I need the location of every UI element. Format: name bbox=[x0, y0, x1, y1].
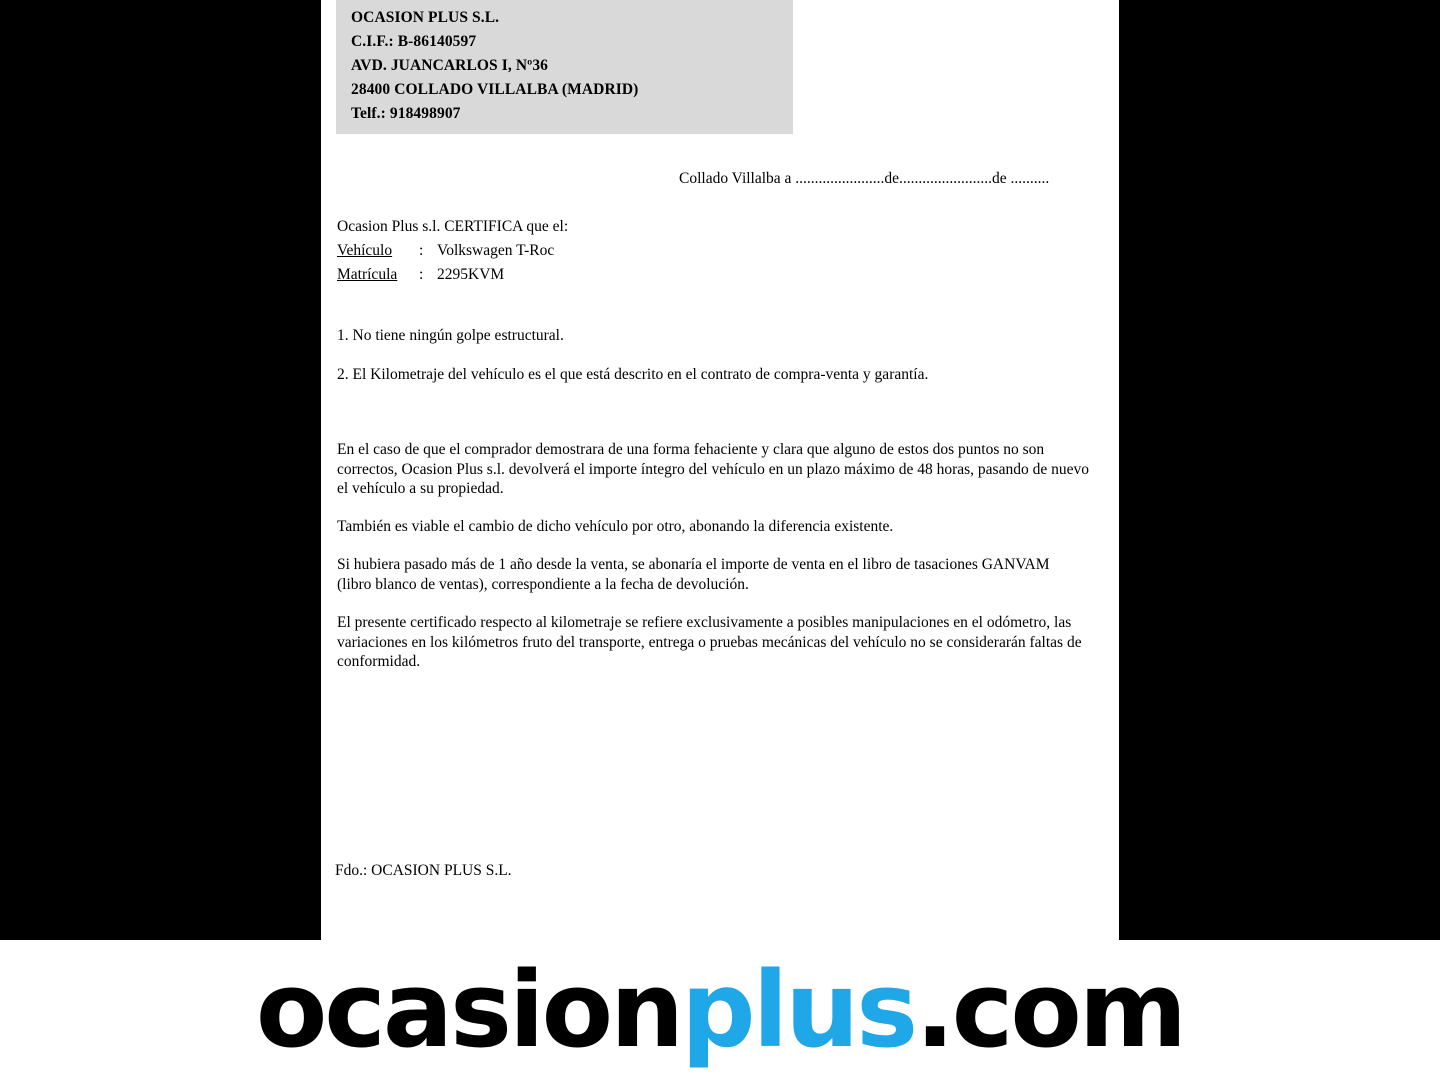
certifies-block bbox=[337, 215, 568, 287]
field-row-matricula bbox=[337, 263, 568, 287]
paragraph-exchange: También es viable el cambio de dicho vehículo por otro, abonando la diferencia existente. bbox=[337, 518, 894, 535]
plate-label: Matrícula bbox=[337, 266, 398, 283]
document-page bbox=[321, 0, 1119, 940]
ocasionplus-logo bbox=[255, 949, 1185, 1071]
date-line: Collado Villalba a .......................de........................de .......... bbox=[679, 170, 1050, 187]
logo-part-domain: .com bbox=[915, 949, 1185, 1071]
paragraph-odometer: El presente certificado respecto al kilometraje se refiere exclusivamente a posibles manipulaciones en el odómetro, las variaciones en los kilómetros fruto del transporte, entrega o pruebas mecánicas del vehículo no se considerarán faltas de conformidad. bbox=[337, 614, 1082, 671]
paragraph-refund: En el caso de que el comprador demostrara de una forma fehaciente y clara que alguno de estos dos puntos no son correctos, Ocasion Plus s.l. devolverá el importe íntegro del vehículo en un plazo máximo de 48 horas, pasando de nuevo el vehículo a su propiedad. bbox=[337, 441, 1089, 498]
plate-colon: : bbox=[419, 266, 424, 283]
signature-line: Fdo.: OCASION PLUS S.L. bbox=[335, 862, 512, 879]
document-body bbox=[321, 0, 1119, 940]
certifies-intro: Ocasion Plus s.l. CERTIFICA que el: bbox=[337, 218, 569, 235]
company-city: 28400 COLLADO VILLALBA (MADRID) bbox=[351, 81, 639, 98]
company-cif: C.I.F.: B-86140597 bbox=[351, 33, 477, 50]
logo-part-ocasion: ocasion bbox=[255, 949, 682, 1071]
vehicle-value: Volkswagen T-Roc bbox=[437, 242, 555, 259]
certified-point-1: 1. No tiene ningún golpe estructural. bbox=[337, 327, 564, 344]
paragraph-ganvam: Si hubiera pasado más de 1 año desde la venta, se abonaría el importe de venta en el libro de tasaciones GANVAM (libro blanco de ventas), correspondiente a la fecha de devolución. bbox=[337, 556, 1050, 593]
vehicle-label: Vehículo bbox=[337, 242, 393, 259]
company-header-block bbox=[336, 0, 793, 134]
vehicle-colon: : bbox=[419, 242, 424, 259]
plate-value: 2295KVM bbox=[437, 266, 505, 283]
certified-point-2: 2. El Kilometraje del vehículo es el que está descrito en el contrato de compra-venta y garantía. bbox=[337, 366, 929, 383]
company-phone: Telf.: 918498907 bbox=[351, 105, 461, 122]
footer-bar bbox=[0, 940, 1440, 1080]
company-name: OCASION PLUS S.L. bbox=[351, 9, 500, 26]
logo-part-plus: plus bbox=[681, 949, 916, 1071]
field-row-vehiculo bbox=[337, 239, 568, 263]
company-address: AVD. JUANCARLOS I, Nº36 bbox=[351, 57, 549, 74]
